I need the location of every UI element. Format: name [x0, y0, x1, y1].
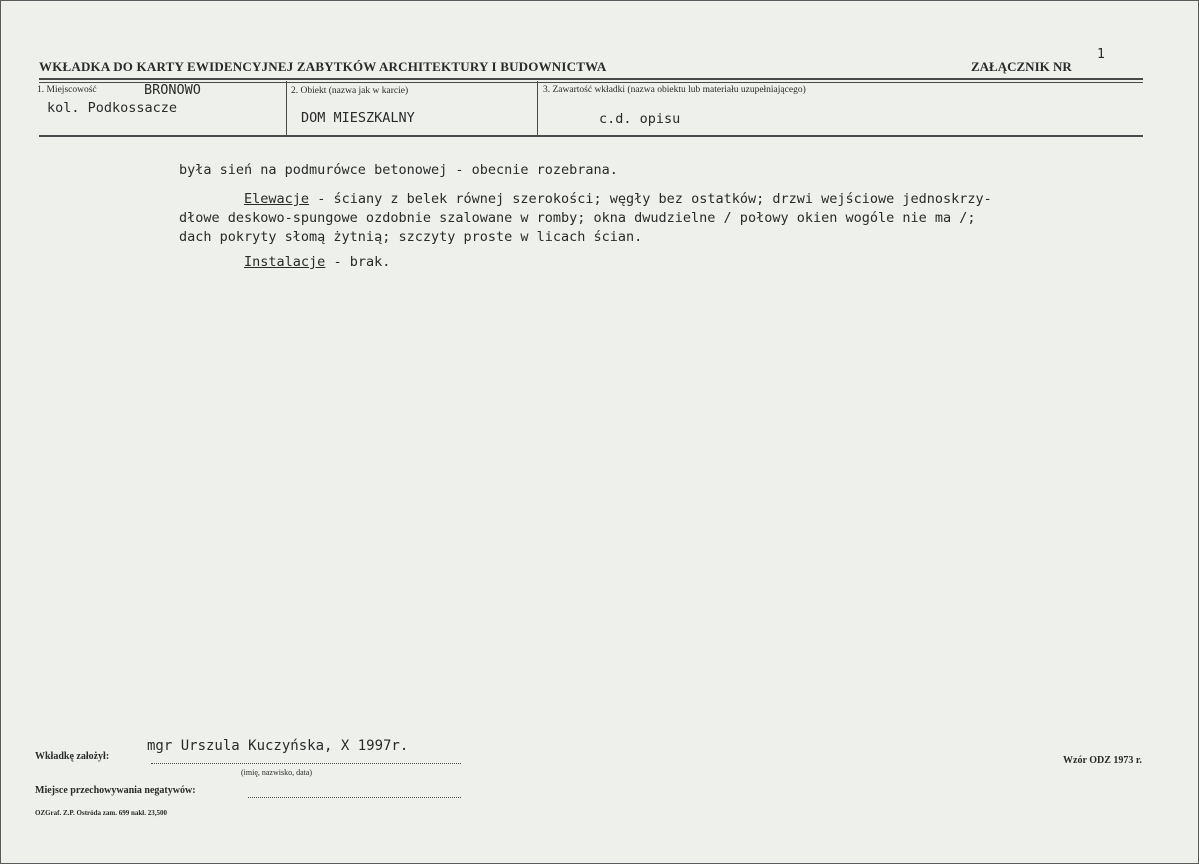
elevation-line-1: - ściany z belek równej szerokości; węgły bez ostatków; drzwi wejściowe jednoskrzy- — [309, 191, 992, 207]
header-rule-inner — [39, 82, 1143, 83]
object-value: DOM MIESZKALNY — [301, 110, 415, 126]
card-title: WKŁADKA DO KARTY EWIDENCYJNEJ ZABYTKÓW ARCHITEKTURY I BUDOWNICTWA — [39, 59, 607, 74]
installation-heading: Instalacje — [244, 254, 326, 270]
field-divider-2 — [537, 81, 538, 135]
attachment-label: ZAŁĄCZNIK NR — [971, 59, 1072, 74]
negatives-dotted-line — [248, 797, 461, 798]
author-value: mgr Urszula Kuczyńska, X 1997r. — [147, 738, 409, 754]
field-divider-1 — [286, 81, 287, 135]
installation-rest: - brak. — [325, 254, 391, 270]
locality-value: BRONOWO — [144, 82, 201, 98]
locality-label: 1. Miejscowość — [37, 85, 97, 95]
text-line-1: była sień na podmurówce betonowej - obecnie rozebrana. — [179, 162, 618, 178]
fields-rule-bottom — [39, 135, 1143, 137]
author-label: Wkładkę założył: — [35, 751, 110, 762]
locality-sub: kol. Podkossacze — [47, 100, 178, 116]
content-label: 3. Zawartość wkładki (nazwa obiektu lub materiału uzupełniającego) — [543, 85, 806, 95]
elevation-line-3: dach pokryty słomą żytnią; szczyty proste w licach ścian. — [179, 229, 643, 245]
elevation-heading: Elewacje — [244, 191, 310, 207]
form-version: Wzór ODZ 1973 r. — [1063, 755, 1142, 766]
elevation-paragraph — [179, 190, 992, 209]
installation-paragraph — [179, 253, 992, 272]
content-value: c.d. opisu — [599, 111, 681, 127]
attachment-number: 1 — [1097, 47, 1105, 62]
author-dotted-line — [151, 763, 461, 764]
header-rule-top — [39, 78, 1143, 80]
elevation-line-2: dłowe deskowo-spungowe ozdobnie szalowane w romby; okna dwudzielne / połowy okien wogóle nie ma /; — [179, 210, 976, 226]
object-label: 2. Obiekt (nazwa jak w karcie) — [291, 86, 409, 96]
description-text — [179, 161, 992, 272]
printer-note: OZGraf. Z.P. Ostróda zam. 699 nakł. 23,500 — [35, 809, 167, 817]
author-caption: (imię, nazwisko, data) — [241, 768, 313, 777]
negatives-label: Miejsce przechowywania negatywów: — [35, 785, 196, 796]
